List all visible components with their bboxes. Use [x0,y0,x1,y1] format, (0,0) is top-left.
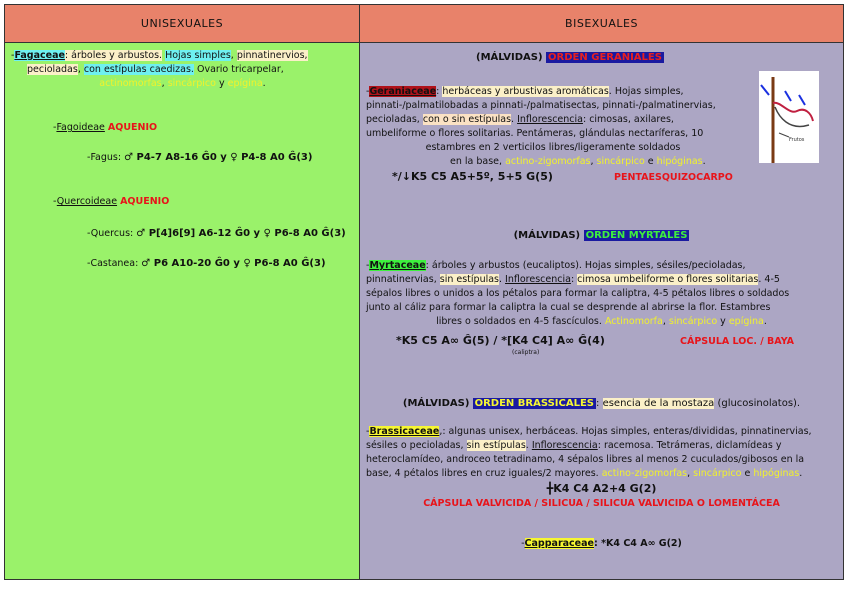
geraniaceae-formula: */↓K5 C5 A5+5º, 5+5 G(5) [392,170,553,183]
brassicaceae-text: sin estípulas [466,440,526,451]
quercus-line: -Quercus: ♂ P[4]6[9] A6-12 Ĝ0 y ♀ P6-8 A0 Ĝ(3) [87,228,346,239]
image-label: Frutos [789,137,805,143]
brassicaceae-text: base, 4 pétalos libres en cruz iguales/2 mayores. [366,468,602,479]
brassicales-text: (glucosinolatos). [714,398,801,409]
fagoideae-line: -Fagoideae AQUENIO [53,122,158,133]
fagaceae-text: pecioladas [27,64,78,75]
castanea-formula: ♂ P6 A10-20 Ĝ0 y ♀ P6-8 A0 Ĝ(3) [141,258,326,269]
myrtaceae-text: . 4-5 [758,274,780,285]
geraniaceae-text: en la base, [450,156,506,167]
fagaceae-text: con estípulas caedizas. [83,64,194,75]
brassicaceae-line-4 [366,467,802,481]
brassicaceae-text: actino-zigomorfas [601,468,688,479]
fagaceae-text: sincárpico [167,78,216,89]
brassicales-order: ORDEN BRASSICALES [474,398,594,409]
fagaceae-text: . [262,78,266,89]
column-unisexuales [5,43,360,579]
myrtaceae-text: , [662,316,669,327]
comparison-table [4,4,844,580]
myrtaceae-text: . [499,274,506,285]
myrtaceae-line-3: sépalos libres o unidos a los pétalos para formar la caliptra, 4-5 pétalos libres o soldados [366,288,790,299]
myrtaceae-text: . [763,316,767,327]
geraniaceae-text: , [590,156,597,167]
brassicaceae-formula: ╋K4 C4 A2+4 G(2) [546,482,657,495]
myrtaceae-fruit: CÁPSULA LOC. / BAYA [680,336,795,347]
brassicaceae-line-3: heteroclamídeo, androceo tetradinamo, 4 sépalos libres al menos 2 cuculados/gibosos en la [366,454,805,465]
brassicaceae-fruit: CÁPSULA VALVICIDA / SILICUA / SILICUA VALVICIDA O LOMENTÁCEA [423,498,780,509]
geraniales-clade: (MÁLVIDAS) [476,52,543,63]
fagus-label: Fagus: [90,152,125,163]
myrtaceae-text: : [570,274,578,285]
geraniaceae-line-6 [450,155,706,169]
myrtaceae-text: y [717,316,729,327]
fagaceae-line-3 [5,77,360,91]
header-unisexuales: UNISEXUALES [5,5,360,43]
geraniaceae-text: con o sin estípulas [422,114,512,125]
myrtaceae-formula: *K5 C5 A∞ Ĝ(5) / *[K4 C4] A∞ Ĝ(4) [396,334,605,347]
myrtaceae-text: Actinomorfa [604,316,663,327]
capparaceae-line: -Capparaceae: *K4 C4 A∞ G(2) [521,538,682,549]
fagaceae-text: , [230,50,234,61]
myrtales-title [360,229,843,243]
myrtales-order: ORDEN MYRTALES [585,230,688,241]
castanea-label: Castanea: [90,258,142,269]
myrtaceae-name: Myrtaceae [369,260,426,271]
brassicales-text: : [596,398,603,409]
header-bisexuales: BISEXUALES [360,5,843,43]
brassicaceae-text: Inflorescencia [531,440,598,451]
geraniaceae-text: e [644,156,657,167]
geraniaceae-text: . [511,114,518,125]
myrtaceae-text: libres o soldados en 4-5 fascículos. [436,316,605,327]
fagoideae-fruit: AQUENIO [107,122,158,133]
fagaceae-text: Ovario tricarpelar, [196,64,284,75]
brassicales-text: esencia de la mostaza [602,398,715,409]
myrtaceae-text: sincárpico [668,316,718,327]
brassicaceae-line-2 [366,439,781,453]
myrtaceae-caliptra-note: (caliptra) [512,349,540,356]
geraniaceae-line-2: pinnati-/palmatilobadas a pinnati-/palmatisectas, pinnati-/palmatinervias, [366,100,716,111]
geraniaceae-fruit: PENTAESQUIZOCARPO [614,172,733,183]
myrtaceae-text: sin estípulas [439,274,499,285]
quercus-label: Quercus: [90,228,137,239]
quercoideae-fruit: AQUENIO [120,196,170,207]
fagoideae-name: Fagoideae [56,122,105,133]
fagaceae-text: pinnatinervios, [236,50,308,61]
geraniaceae-text: . [702,156,706,167]
geraniaceae-text: herbáceas y arbustivas aromáticas [442,86,609,97]
myrtaceae-text: pinnatinervias, [366,274,440,285]
myrtaceae-text: Inflorescencia [505,274,571,285]
myrtales-clade: (MÁLVIDAS) [513,230,581,241]
geraniales-order: ORDEN GERANIALES [548,52,662,63]
brassicaceae-text: hipóginas [753,468,800,479]
myrtaceae-text: epígina [728,316,764,327]
fagaceae-line-1: -Fagaceae: árboles y arbustos. Hojas simples, pinnatinervios, [11,50,308,61]
brassicales-clade: (MÁLVIDAS) [402,398,470,409]
brassicaceae-text: sésiles o pecioladas, [366,440,467,451]
capparaceae-formula: : *K4 C4 A∞ G(2) [593,538,682,549]
castanea-line: -Castanea: ♂ P6 A10-20 Ĝ0 y ♀ P6-8 A0 Ĝ(3) [87,258,326,269]
myrtaceae-line-2 [366,273,780,287]
geraniaceae-text: : [436,86,440,97]
myrtaceae-line-4: junto al cáliz para formar la caliptra la cual se desprende al abrirse la flor. Estambres [366,302,771,313]
brassicaceae-text: . [525,440,532,451]
brassicaceae-text: e [741,468,754,479]
brassicaceae-text: : racemosa. Tetrámeras, diclamídeas y [597,440,782,451]
geraniaceae-text: actino-zigomorfas [505,156,591,167]
myrtaceae-line-1: -Myrtaceae: árboles y arbustos (eucaliptos). Hojas simples, sésiles/pecioladas, [366,260,746,271]
myrtaceae-text: : árboles y arbustos (eucaliptos). Hojas simples, sésiles/pecioladas, [425,260,746,271]
geraniaceae-line-4: umbeliforme o flores solitarias. Pentámeras, glándulas nectaríferas, 10 [366,128,704,139]
geraniales-title [360,51,780,65]
geraniaceae-text: pecioladas, [366,114,423,125]
myrtaceae-text: cimosa umbeliforme o flores solitarias [577,274,759,285]
fagus-line: -Fagus: ♂ P4-7 A8-16 Ĝ0 y ♀ P4-8 A0 Ĝ(3) [87,152,313,163]
geraniaceae-text: sincárpico [596,156,645,167]
brassicaceae-text: sincárpico [693,468,742,479]
brassicaceae-text: ,: algunas unisex, herbáceas. Hojas simples, enteras/divididas, pinnatinervias, [439,426,812,437]
quercus-formula: ♂ P[4]6[9] A6-12 Ĝ0 y ♀ P6-8 A0 Ĝ(3) [136,228,346,239]
fagus-formula: ♂ P4-7 A8-16 Ĝ0 y ♀ P4-8 A0 Ĝ(3) [124,152,313,163]
fagaceae-text: epígina [227,78,263,89]
geraniaceae-line-3 [366,113,674,127]
brassicaceae-text: , [687,468,694,479]
fagaceae-line-2 [27,63,284,77]
quercoideae-name: Quercoideae [56,196,118,207]
geraniaceae-line-5: estambres en 2 verticilos libres/ligeramente soldados [425,142,681,153]
geraniaceae-text: Inflorescencia [517,114,583,125]
brassicaceae-text: . [799,468,803,479]
fagaceae-text: , [77,64,81,75]
fagaceae-text: , [161,78,165,89]
column-bisexuales [360,43,843,579]
brassicales-title [360,397,843,411]
fagaceae-name: Fagaceae [14,50,65,61]
geraniaceae-name: Geraniaceae [369,86,437,97]
myrtaceae-line-5 [360,315,843,329]
quercoideae-line: -Quercoideae AQUENIO [53,196,170,207]
geraniaceae-text: : cimosas, axilares, [582,114,674,125]
geranium-fruit-illustration [759,71,819,163]
fagaceae-text: y [218,78,225,89]
geraniaceae-text: . Hojas simples, [608,86,684,97]
brassicaceae-name: Brassicaceae [369,426,440,437]
geraniaceae-line-1: -Geraniaceae: herbáceas y arbustivas aromáticas. Hojas simples, [366,86,684,97]
fagaceae-text: actinomorfas [99,78,162,89]
geranium-fruit-image [759,71,819,163]
fagaceae-text: Hojas simples [165,50,231,61]
brassicaceae-line-1: -Brassicaceae,: algunas unisex, herbáceas. Hojas simples, enteras/divididas, pinnatinervias, [366,426,812,437]
fagaceae-text: : árboles y arbustos. [64,50,163,61]
geraniaceae-text: hipóginas [656,156,703,167]
capparaceae-name: Capparaceae [524,538,594,549]
